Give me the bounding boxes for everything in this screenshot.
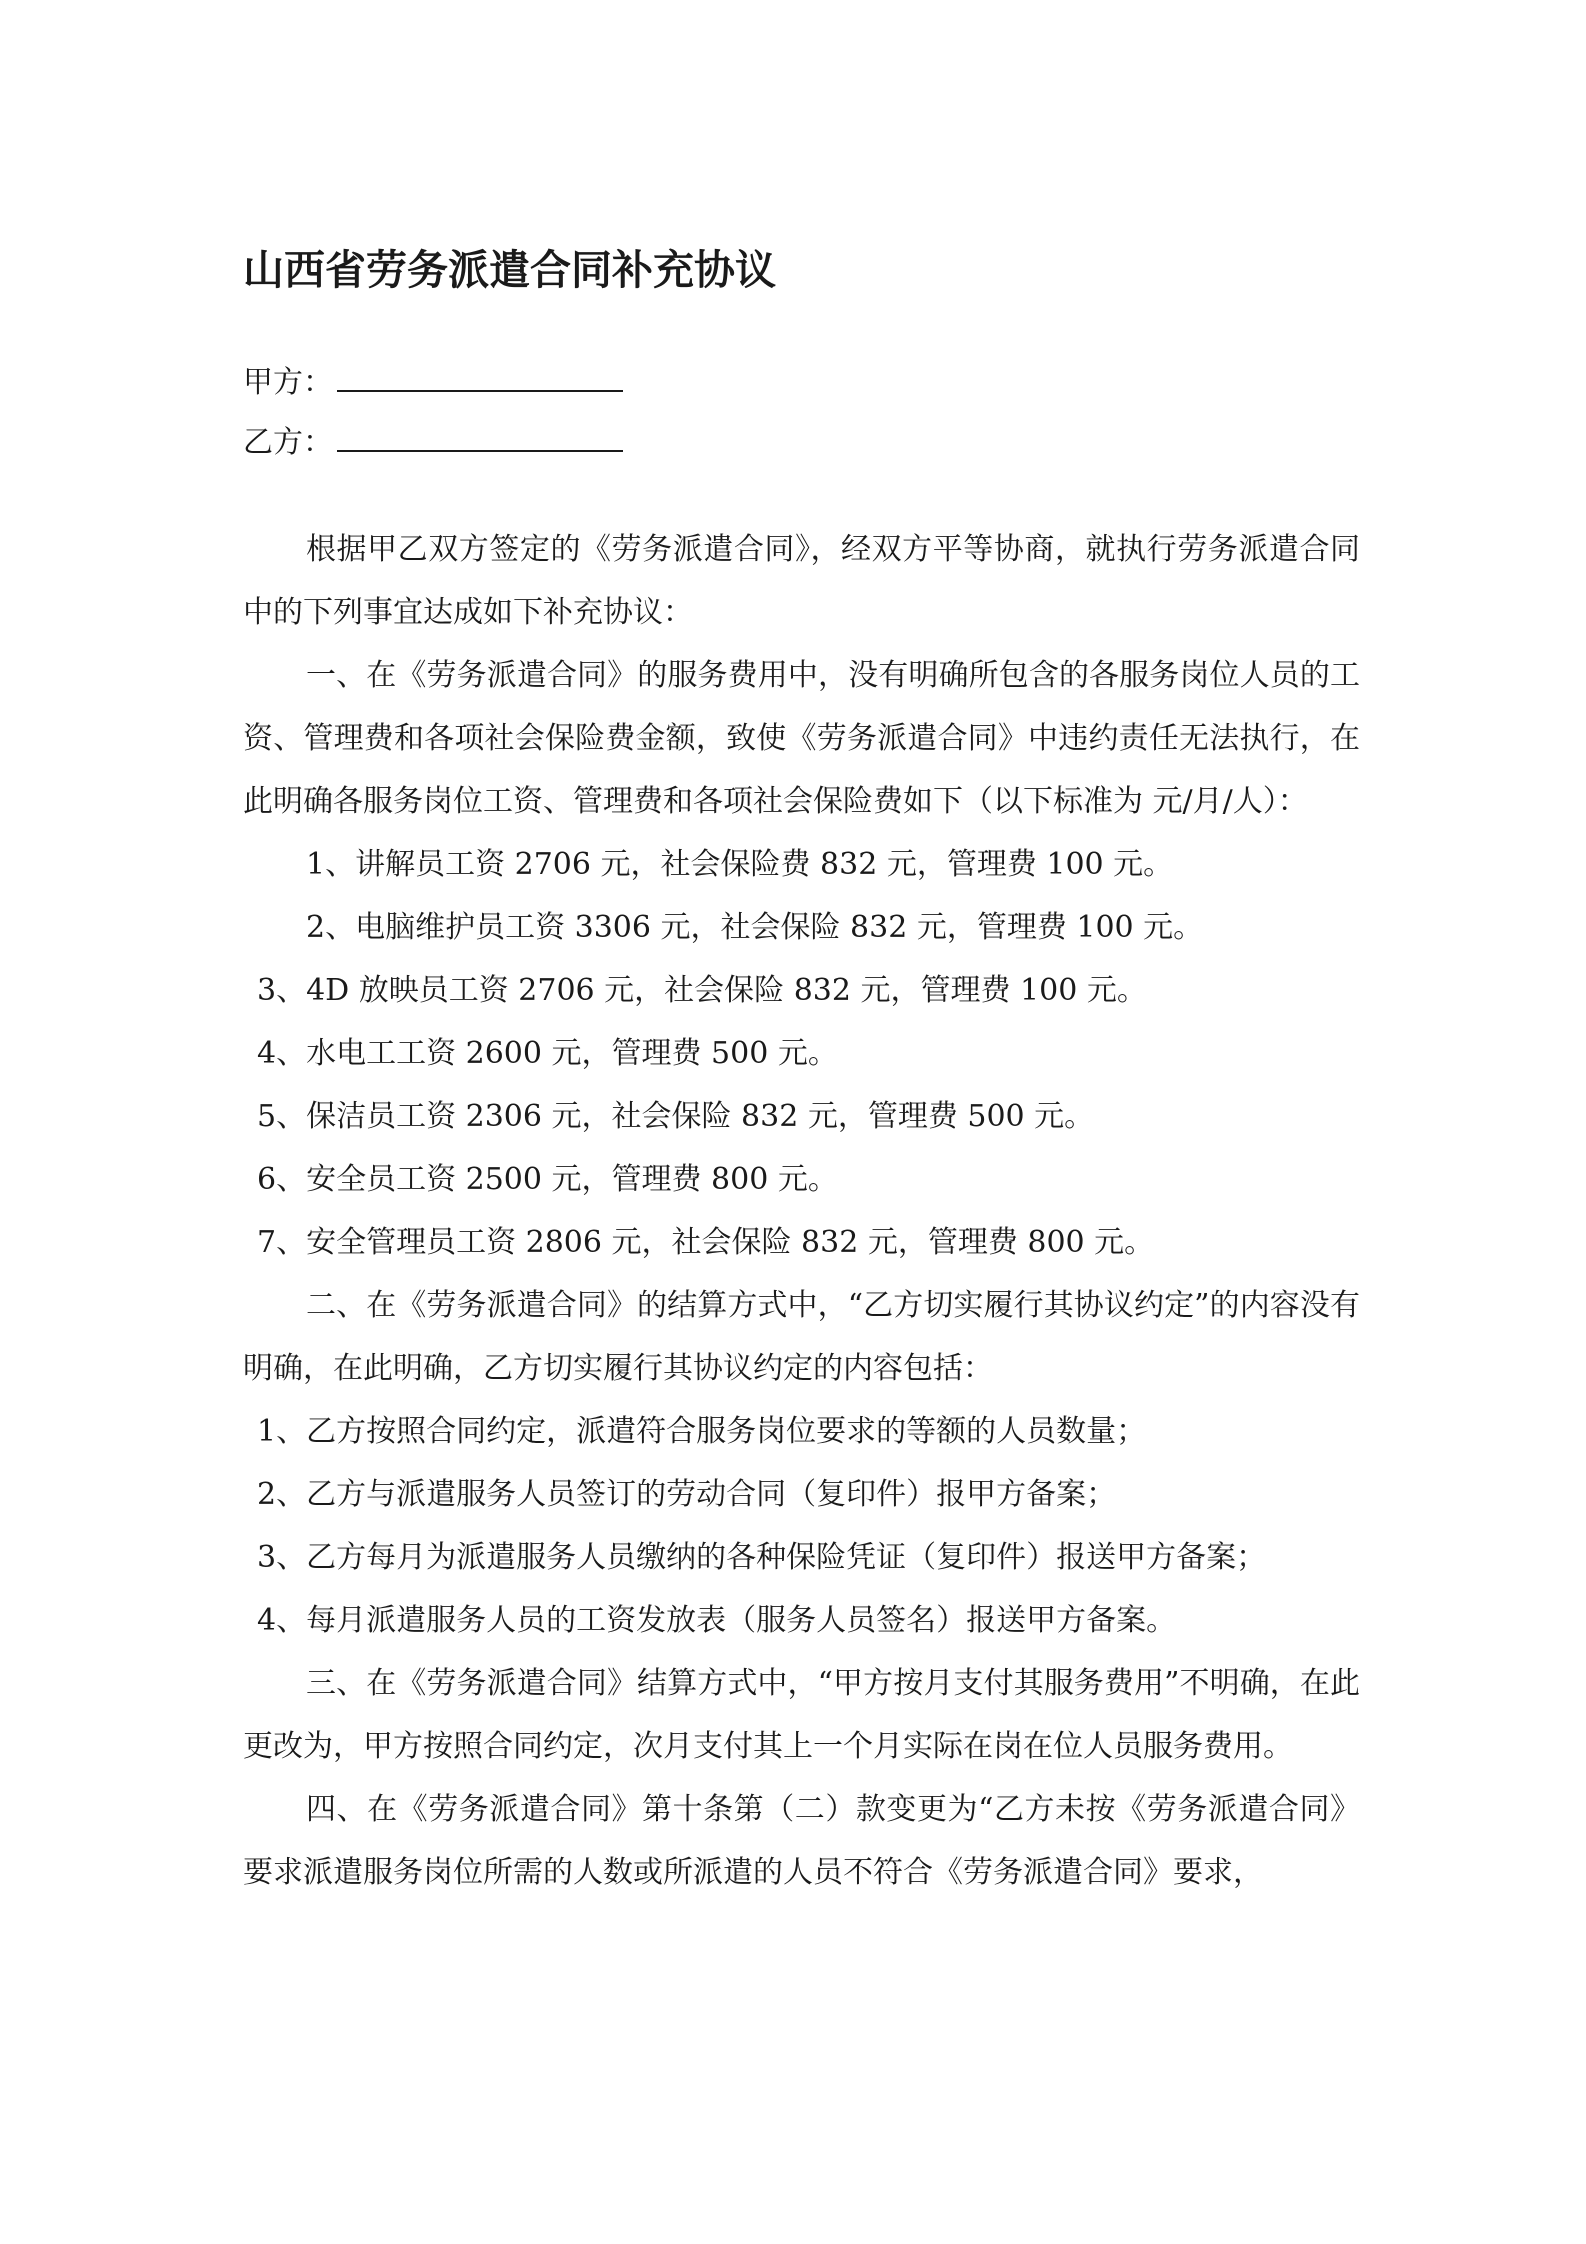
section-1-item: 7、安全管理员工资 2806 元，社会保险 832 元，管理费 800 元。 — [257, 1225, 1155, 1260]
section-1-paragraph: 一、在《劳务派遣合同》的服务费用中，没有明确所包含的各服务岗位人员的工资、管理费和各项社会保险费金额，致使《劳务派遣合同》中违约责任无法执行，在此明确各服务岗位工资、管理费和各项社会保险费如下（以下标准为 元/月/人）： — [243, 658, 1360, 819]
section-2-item: 3、乙方每月为派遣服务人员缴纳的各种保险凭证（复印件）报送甲方备案； — [257, 1540, 1267, 1575]
section-4-paragraph: 四、在《劳务派遣合同》第十条第（二）款变更为“乙方未按《劳务派遣合同》要求派遣服务岗位所需的人数或所派遣的人员不符合《劳务派遣合同》要求， — [243, 1792, 1360, 1890]
section-1-item: 2、电脑维护员工资 3306 元，社会保险 832 元，管理费 100 元。 — [306, 910, 1204, 945]
section-2-item: 4、每月派遣服务人员的工资发放表（服务人员签名）报送甲方备案。 — [257, 1603, 1177, 1638]
section-2-item: 2、乙方与派遣服务人员签订的劳动合同（复印件）报甲方备案； — [257, 1477, 1117, 1512]
section-3-paragraph: 三、在《劳务派遣合同》结算方式中，“甲方按月支付其服务费用”不明确，在此更改为，甲方按照合同约定，次月支付其上一个月实际在岗在位人员服务费用。 — [243, 1666, 1360, 1764]
section-1-item: 3、4D 放映员工资 2706 元，社会保险 832 元，管理费 100 元。 — [257, 973, 1147, 1008]
party-a-label: 甲方： — [243, 365, 333, 400]
section-1-item: 1、讲解员工资 2706 元，社会保险费 832 元，管理费 100 元。 — [306, 847, 1174, 882]
section-1-item: 4、水电工工资 2600 元，管理费 500 元。 — [257, 1036, 838, 1071]
section-2-paragraph: 二、在《劳务派遣合同》的结算方式中，“乙方切实履行其协议约定”的内容没有明确，在此明确，乙方切实履行其协议约定的内容包括： — [243, 1288, 1360, 1386]
party-a-blank — [337, 360, 623, 392]
party-b-blank — [337, 420, 623, 452]
party-b-label: 乙方： — [243, 425, 333, 460]
section-2-item: 1、乙方按照合同约定，派遣符合服务岗位要求的等额的人员数量； — [257, 1414, 1147, 1449]
intro-paragraph: 根据甲乙双方签定的《劳务派遣合同》，经双方平等协商，就执行劳务派遣合同中的下列事宜达成如下补充协议： — [243, 532, 1360, 630]
party-b-line — [243, 420, 623, 463]
document-title: 山西省劳务派遣合同补充协议 — [243, 246, 776, 294]
party-a-line — [243, 360, 623, 403]
agreement-body — [243, 518, 1360, 1904]
section-1-item: 6、安全员工资 2500 元，管理费 800 元。 — [257, 1162, 838, 1197]
section-1-item: 5、保洁员工资 2306 元，社会保险 832 元，管理费 500 元。 — [257, 1099, 1095, 1134]
